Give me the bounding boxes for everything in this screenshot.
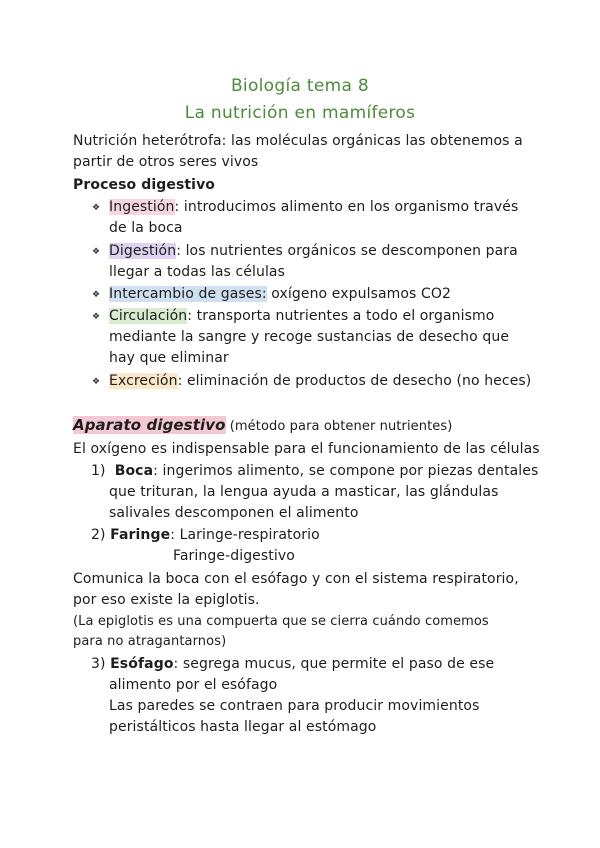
term-boca: Boca xyxy=(114,463,154,479)
item-esofago-cont2: Las paredes se contraen para producir movimientos xyxy=(109,698,480,714)
diamond-bullet-icon: ❖ xyxy=(92,203,101,213)
aparato-note: (método para obtener nutrientes) xyxy=(225,419,453,434)
term-esofago: Esófago xyxy=(110,656,174,672)
bullet-excrecion xyxy=(109,371,531,392)
page-subtitle: La nutrición en mamíferos xyxy=(184,103,416,123)
term-ingestion: Ingestión xyxy=(109,199,175,215)
bullet-colon: : xyxy=(176,243,182,259)
bullet-text: transporta nutrientes a todo el organismo xyxy=(192,308,495,324)
item-number: 3) xyxy=(91,656,106,672)
bullet-ingestion xyxy=(109,197,518,218)
bullet-colon: : xyxy=(177,373,183,389)
proceso-heading: Proceso digestivo xyxy=(73,177,216,193)
term-intercambio: Intercambio de gases xyxy=(109,286,262,302)
bullet-circulacion-cont: mediante la sangre y recoge sustancias de desecho que xyxy=(109,329,510,345)
item-faringe xyxy=(91,525,320,546)
bullet-circulacion xyxy=(109,306,494,327)
term-excrecion: Excreción xyxy=(109,373,178,389)
intro-text: : las moléculas orgánicas las obtenemos a xyxy=(221,133,523,149)
bullet-ingestion-cont: de la boca xyxy=(109,220,183,236)
term-digestion: Digestión xyxy=(109,243,177,259)
item-esofago-cont3: peristálticos hasta llegar al estómago xyxy=(109,719,377,735)
faringe-text-2: por eso existe la epiglotis. xyxy=(73,592,260,608)
bullet-gases xyxy=(109,284,451,305)
bullet-text: oxígeno expulsamos CO2 xyxy=(266,286,451,302)
item-text: : Laringe-respiratorio xyxy=(170,527,320,543)
item-esofago xyxy=(91,654,494,675)
item-number: 2) xyxy=(91,527,106,543)
bullet-colon: : xyxy=(261,286,267,302)
item-number: 1) xyxy=(91,463,106,479)
faringe-text-4: para no atragantarnos) xyxy=(73,634,227,649)
bullet-digestion xyxy=(109,241,518,262)
item-boca-cont2: salivales descomponen el alimento xyxy=(109,505,359,521)
bullet-digestion-cont: llegar a todas las células xyxy=(109,264,286,280)
term-circulacion: Circulación xyxy=(109,308,188,324)
intro-line-2: partir de otros seres vivos xyxy=(73,154,259,170)
faringe-text-3: (La epiglotis es una compuerta que se cierra cuándo comemos xyxy=(73,614,489,629)
bullet-colon: : xyxy=(187,308,193,324)
bullet-colon: : xyxy=(174,199,180,215)
bullet-text: eliminación de productos de desecho (no heces) xyxy=(182,373,532,389)
item-boca-cont: que trituran, la lengua ayuda a masticar, las glándulas xyxy=(109,484,499,500)
aparato-heading-line xyxy=(73,415,452,437)
item-text: : ingerimos alimento, se compone por piezas dentales xyxy=(153,463,539,479)
item-esofago-cont: alimento por el esófago xyxy=(109,677,278,693)
item-text: : segrega mucus, que permite el paso de ese xyxy=(173,656,495,672)
page-title: Biología tema 8 xyxy=(230,76,370,96)
bullet-text: los nutrientes orgánicos se descomponen para xyxy=(181,243,518,259)
item-boca xyxy=(91,461,538,482)
item-faringe-cont: Faringe-digestivo xyxy=(173,548,295,564)
diamond-bullet-icon: ❖ xyxy=(92,312,101,322)
diamond-bullet-icon: ❖ xyxy=(92,290,101,300)
bullet-text: introducimos alimento en los organismo través xyxy=(179,199,519,215)
bullet-circulacion-cont2: hay que eliminar xyxy=(109,350,229,366)
aparato-line: El oxígeno es indispensable para el funcionamiento de las células xyxy=(73,441,540,457)
aparato-heading: Aparato digestivo xyxy=(73,416,226,434)
faringe-text-1: Comunica la boca con el esófago y con el sistema respiratorio, xyxy=(73,571,519,587)
diamond-bullet-icon: ❖ xyxy=(92,377,101,387)
diamond-bullet-icon: ❖ xyxy=(92,247,101,257)
intro-term: Nutrición heterótrofa xyxy=(73,133,222,149)
term-faringe: Faringe xyxy=(110,527,171,543)
intro-line-1 xyxy=(73,131,523,152)
